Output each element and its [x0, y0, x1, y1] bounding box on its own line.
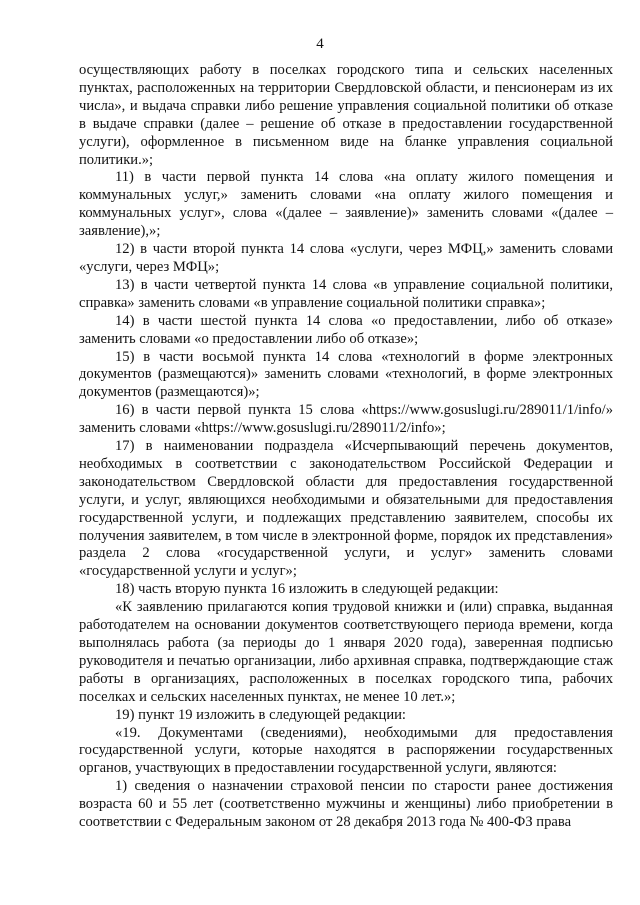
- paragraph-item-18: 18) часть вторую пункта 16 изложить в следующей редакции:: [115, 581, 499, 598]
- paragraph-item-19-quote: «19. Документами (сведениями), необходимыми для предоставления государственной услуги, которые находятся в распоряжении государственных органов, участвующих в предоставлении государственной услуги, являются:: [79, 724, 613, 777]
- paragraph-item-12: 12) в части второй пункта 14 слова «услуги, через МФЦ,» заменить словами «услуги, через МФЦ»;: [79, 241, 613, 275]
- paragraph-subitem-1: 1) сведения о назначении страховой пенсии по старости ранее достижения возраста 60 и 55 лет (соответственно мужчины и женщины) либо приобретении в соответствии с Федеральным законом от 28 декабря 2013 года № 400-ФЗ права: [79, 778, 613, 831]
- paragraph-item-11: 11) в части первой пункта 14 слова «на оплату жилого помещения и коммунальных услуг,» заменить словами «на оплату жилого помещения и коммунальных услуг», слова «(далее – заявление)» заменить словами «(далее – заявление),»;: [79, 169, 613, 240]
- page-number: 4: [316, 36, 324, 52]
- paragraph-item-15: 15) в части восьмой пункта 14 слова «технологий в форме электронных документов (размещаются)» заменить словами «технологий, в форме электронных документов (размещаются)»;: [79, 348, 613, 401]
- paragraph-item-17: 17) в наименовании подраздела «Исчерпывающий перечень документов, необходимых в соответствии с законодательством Российской Федерации и законодательством Свердловской области для предоставления государственной услуги, и услуг, являющихся необходимыми и обязательными для предоставления государственной услуги, и подлежащих представлению заявителем, способы их получения заявителем, в том числе в электронной форме, порядок их представления» раздела 2 слова «государственной услуги, и услуг» заменить словами «государственной услуги и услуг»;: [79, 438, 613, 580]
- paragraph-item-19: 19) пункт 19 изложить в следующей редакции:: [115, 706, 406, 723]
- paragraph-item-18-quote: «К заявлению прилагаются копия трудовой книжки и (или) справка, выданная работодателем на основании документов соответствующего периода времени, когда выполнялась работа (за периоды до 1 января 2020 года), заверенная подписью руководителя и печатью организации, либо архивная справка, подтверждающие стаж работы в организациях, расположенных в поселках городского типа, рабочих поселках и сельских населенных пунктах, не менее 10 лет.»;: [79, 599, 613, 705]
- paragraph-item-16: 16) в части первой пункта 15 слова «https://www.gosuslugi.ru/289011/1/info/» заменить словами «https://www.gosuslugi.ru/289011/2/info»;: [79, 402, 613, 437]
- document-body: [79, 62, 613, 832]
- paragraph-item-14: 14) в части шестой пункта 14 слова «о предоставлении, либо об отказе» заменить словами «о предоставлении либо об отказе»;: [79, 312, 613, 347]
- paragraph-item-13: 13) в части четвертой пункта 14 слова «в управление социальной политики, справка» заменить словами «в управление социальной политики справка»;: [79, 276, 613, 311]
- paragraph-continuation: осуществляющих работу в поселках городского типа и сельских населенных пунктах, расположенных на территории Свердловской области, и пенсионерам из их числа», и выдача справки либо решение управления социальной политики об отказе в выдаче справки (далее – решение об отказе в предоставлении государственной услуги), оформленное в письменном виде на бланке управления социальной политики.»;: [79, 62, 613, 168]
